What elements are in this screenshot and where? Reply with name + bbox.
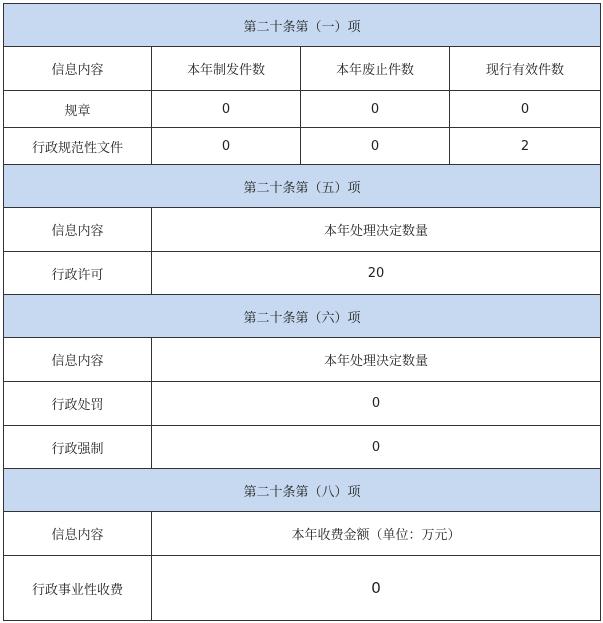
table-row bbox=[4, 426, 601, 469]
column-header: 本年废止件数 bbox=[301, 47, 450, 91]
row-label: 行政许可 bbox=[4, 252, 152, 295]
section-6-title: 第二十条第（六）项 bbox=[4, 295, 601, 338]
section-5-header-row bbox=[4, 165, 601, 208]
cell-value: 0 bbox=[301, 128, 450, 165]
cell-value: 0 bbox=[152, 426, 601, 469]
cell-value: 0 bbox=[301, 91, 450, 128]
section-8-title: 第二十条第（八）项 bbox=[4, 469, 601, 512]
column-header: 本年收费金额（单位：万元） bbox=[152, 512, 601, 556]
cell-value: 0 bbox=[152, 91, 301, 128]
section-1-title: 第二十条第（一）项 bbox=[4, 4, 601, 47]
cell-value: 0 bbox=[152, 128, 301, 165]
table-row bbox=[4, 382, 601, 426]
row-label: 规章 bbox=[4, 91, 152, 128]
row-label: 行政事业性收费 bbox=[4, 556, 152, 621]
column-header: 本年制发件数 bbox=[152, 47, 301, 91]
section-6-column-headers bbox=[4, 338, 601, 382]
column-header: 本年处理决定数量 bbox=[152, 338, 601, 382]
cell-value: 0 bbox=[152, 556, 601, 621]
column-header: 现行有效件数 bbox=[450, 47, 601, 91]
section-6-header-row bbox=[4, 295, 601, 338]
column-header: 信息内容 bbox=[4, 338, 152, 382]
table-row bbox=[4, 556, 601, 621]
section-5-column-headers bbox=[4, 208, 601, 252]
cell-value: 0 bbox=[450, 91, 601, 128]
column-header: 本年处理决定数量 bbox=[152, 208, 601, 252]
disclosure-table bbox=[3, 3, 601, 621]
column-header: 信息内容 bbox=[4, 208, 152, 252]
row-label: 行政规范性文件 bbox=[4, 128, 152, 165]
table-row bbox=[4, 128, 601, 165]
cell-value: 2 bbox=[450, 128, 601, 165]
row-label: 行政处罚 bbox=[4, 382, 152, 426]
column-header: 信息内容 bbox=[4, 47, 152, 91]
section-5-title: 第二十条第（五）项 bbox=[4, 165, 601, 208]
section-1-header-row bbox=[4, 4, 601, 47]
column-header: 信息内容 bbox=[4, 512, 152, 556]
row-label: 行政强制 bbox=[4, 426, 152, 469]
table-row bbox=[4, 252, 601, 295]
section-8-header-row bbox=[4, 469, 601, 512]
cell-value: 0 bbox=[152, 382, 601, 426]
section-8-column-headers bbox=[4, 512, 601, 556]
cell-value: 20 bbox=[152, 252, 601, 295]
section-1-column-headers bbox=[4, 47, 601, 91]
table-row bbox=[4, 91, 601, 128]
